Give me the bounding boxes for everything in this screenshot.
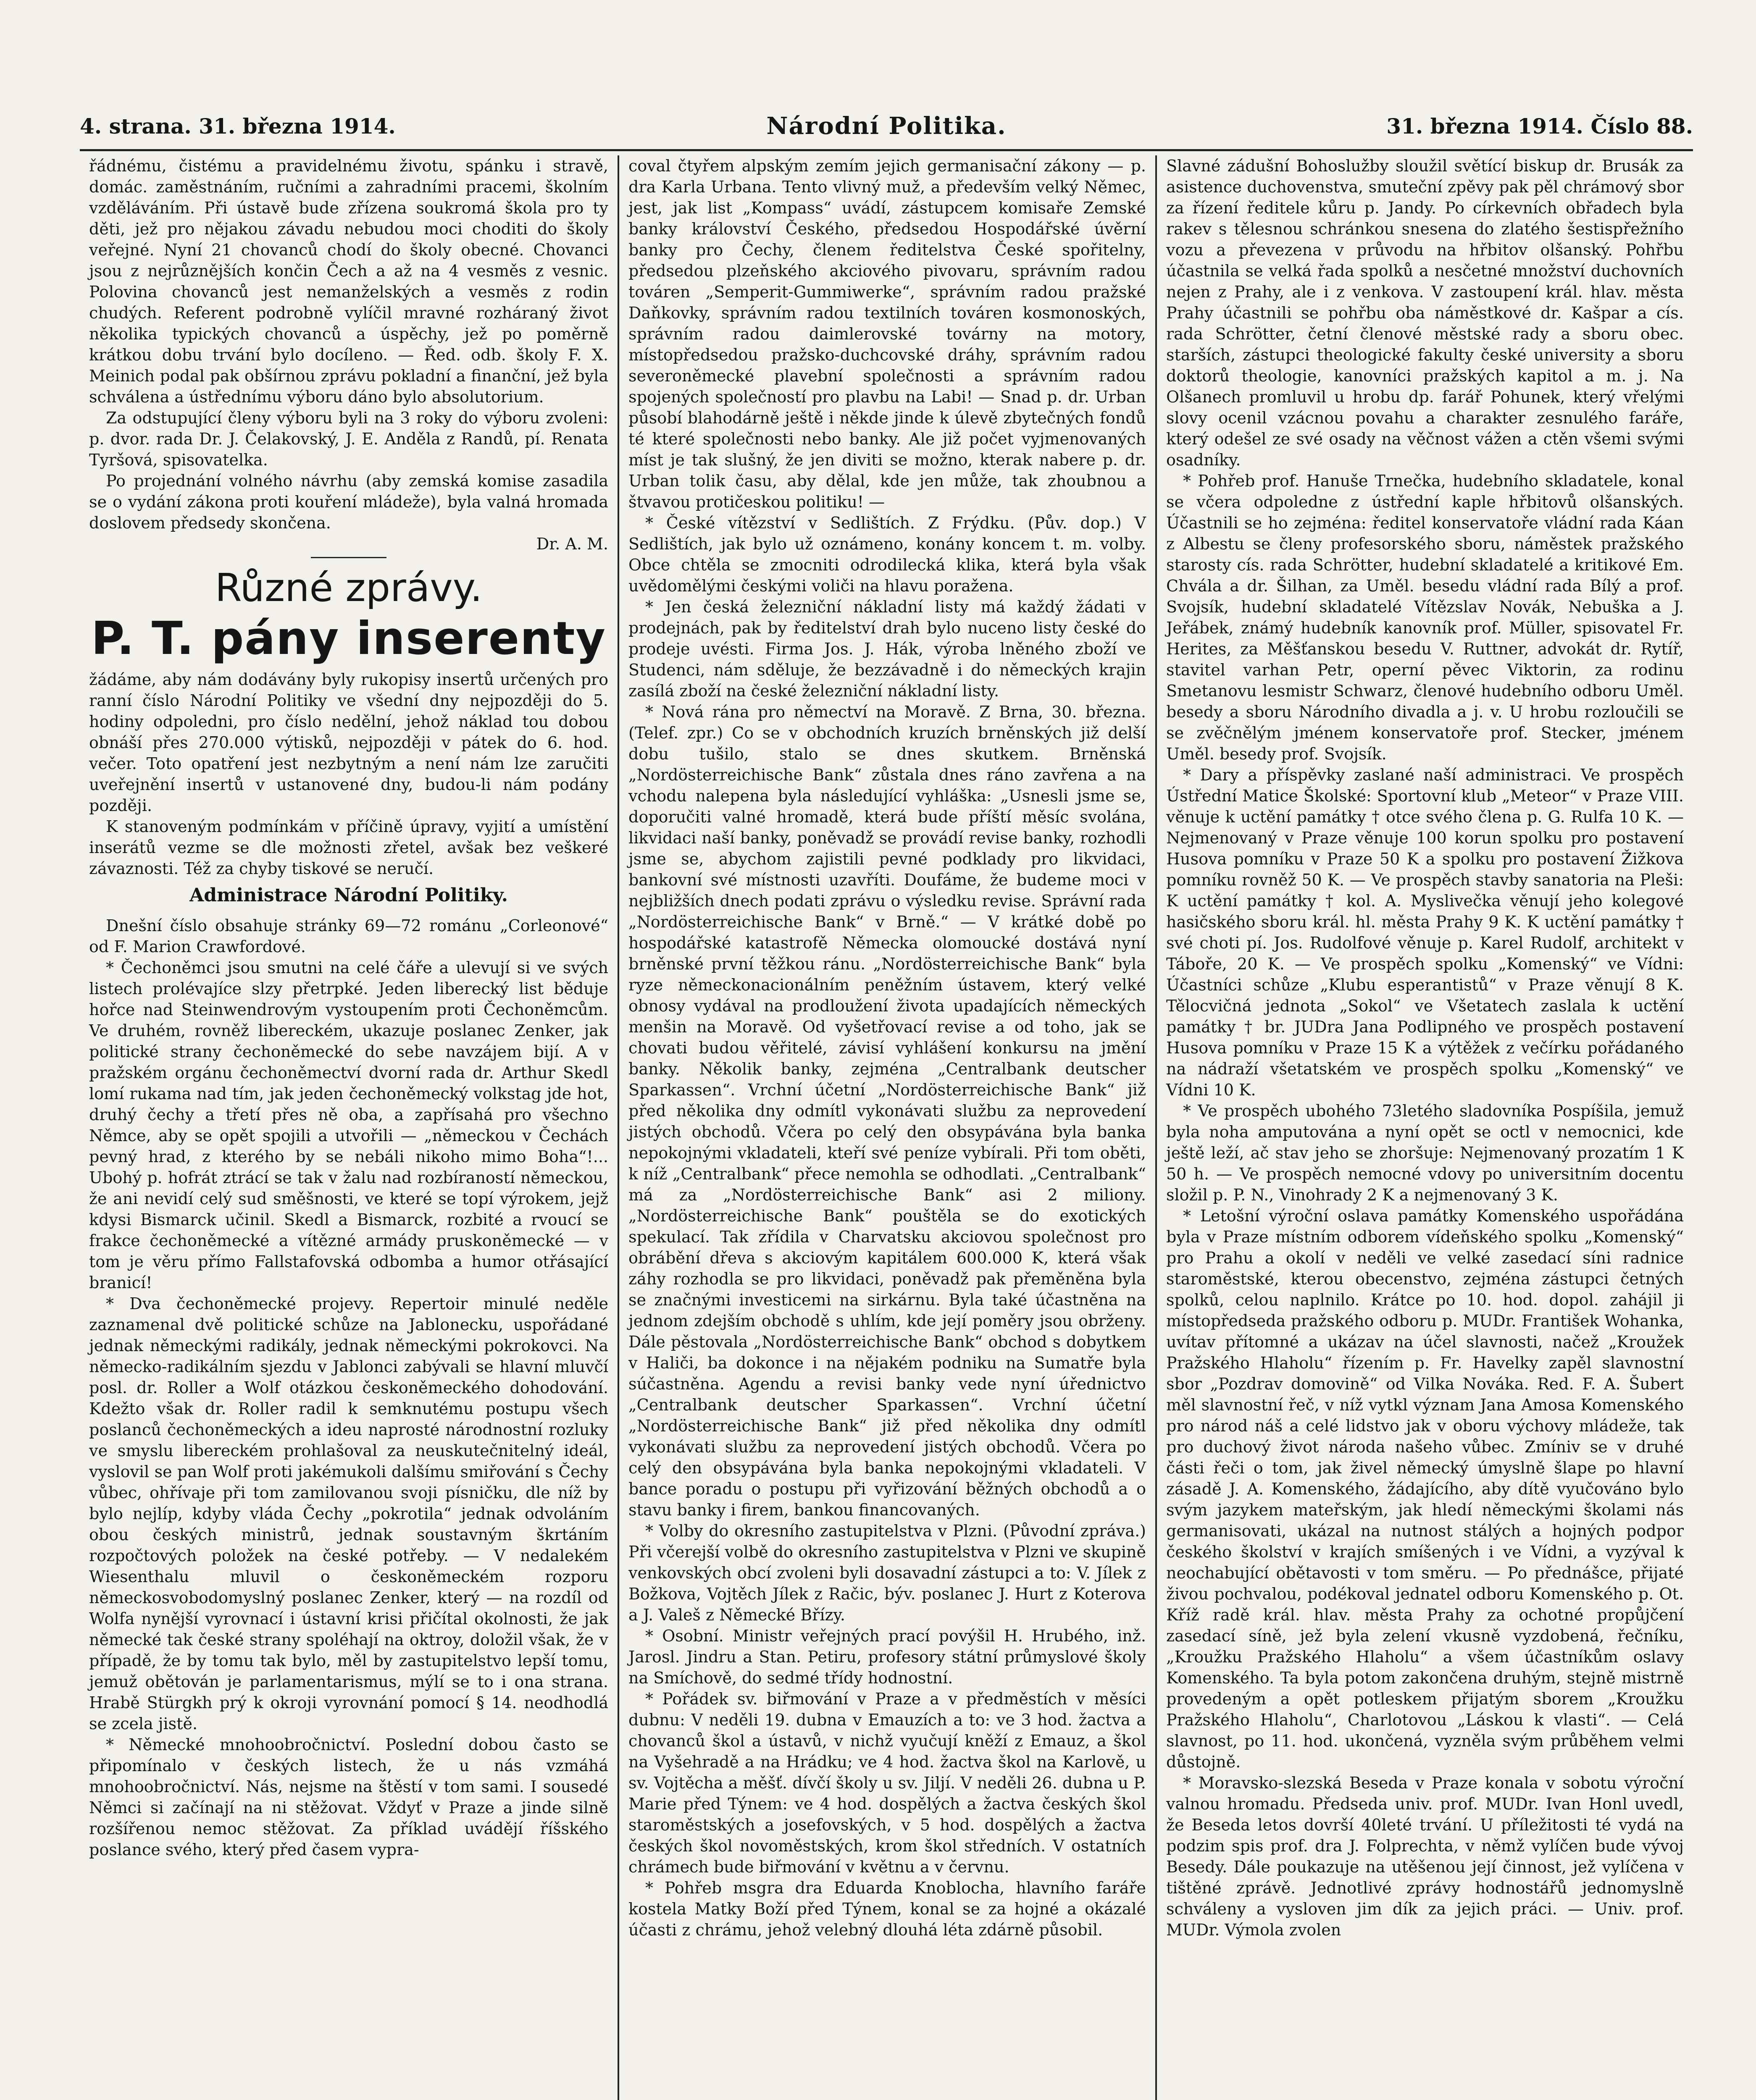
article-columns [80, 155, 1693, 2100]
news-item: * Osobní. Ministr veřejných prací povýšil H. Hrubého, inž. Jarosl. Jindru a Stan. Petiru, profesory státní průmyslové školy na Smíchově, do sedmé třídy hodnostní. [628, 1627, 1146, 1687]
section-heading: Různé zprávy. [215, 565, 483, 610]
news-item: * Dva čechoněmecké projevy. Repertoir minulé neděle zaznamenal dvě politické schůze na Jablonecku, uspořádané jednak německými radikály, jednak německými pokrokovci. Na německo-radikálním sjezdu v Jablonci zabývali se hlavní mluvčí posl. dr. Roller a Wolf otázkou českoněmeckého dohodování. Kdežto však dr. Roller radil k semknutému postupu všech poslanců čechoněmeckých a ideu naprosté národnostní rozluky ve smyslu libereckém prohlašoval za neuskutečnitelný ideál, vyslovil se pan Wolf proti jakémukoli dalšímu smiřování s Čechy vůbec, ohřívaje při tom zamilovanou svoji písničku, dle níž by bylo nejlíp, kdyby vláda Čechy „pokrotila“ jednak odvoláním obou českých ministrů, jednak soustavným škrtáním rozpočtových položek na české potřeby. — V nedalekém Wiesenthalu mluvil o českoněmeckém rozporu německosvobodomyslný poslanec Zenker, který — na rozdíl od Wolfa nynější vyrovnací i ústavní krisi přičítal okolnosti, že jak německé tak české strany spoléhají na oktroy, doložil však, že v případě, že by tomu tak bylo, měl by zastupitelstvo lepší tomu, jemuž obětován je parlamentarismus, mýlí se to i ona strana. Hrabě Stürgkh prý k okroji vyrovnání pomocí § 14. neodhodlá se zcela jistě. [89, 1294, 608, 1733]
article-paragraph: Po projednání volného návrhu (aby zemská komise zasadila se o vydání zákona proti kouření mládeže), byla valná hromada doslovem předsedy skončena. [89, 472, 608, 532]
news-item: * Nová rána pro němectví na Moravě. Z Brna, 30. března. (Telef. zpr.) Co se v obchodních kruzích brněnských již delší dobu tušilo, stalo se dnes skutkem. Brněnská „Nordösterreichische Bank“ zůstala dnes ráno zavřena a na vchodu nalepena byla následující vyhláška: „Usnesli jsme se, doporučiti valné hromadě, která bude příští měsíc svolána, likvidaci naší banky, poněvadž se provádí revise banky, rozhodli jsme se, abychom zajistili pevné podklady pro likvidaci, bankovní své místnosti uzavříti. Doufáme, že budeme moci v nejbližších dnech podati zprávu o výsledku revise. Správní rada „Nordösterreichische Bank“ v Brně.“ — V krátké době po hospodářské katastrofě Německa olomoucké dostává nyní brněnské první těžkou ránu. „Nordösterreichische Bank“ byla ryze německonacionálním peněžním ústavem, který velké obnosy vydával na prodloužení života upadajících německých menšin na Moravě. Od vyšetřovací revise a od toho, jak se chovati budou věřitelé, závisí vyhlášení konkursu na jmění banky. Několik banky, zejména „Centralbank deutscher Sparkassen“. Vrchní účetní „Nordösterreichische Bank“ již před několika dny odmítl vykonávati službu za neprovedení jistých obchodů. Včera po celý den obsypávána byla banka nepokojnými vkladateli, kteří své peníze vybírali. Při tom oběti, k níž „Centralbank“ přece nemohla se odhodlati. „Centralbank“ má za „Nordösterreichische Bank“ asi 2 miliony. „Nordösterreichische Bank“ pouštěla se do exotických spekulací. Tak zřídila v Charvatsku akciovou společnost pro obrábění dřeva s akciovým kapitálem 600.000 K, která však záhy rozhodla se pro likvidaci, poněvadž pak přeměněna byla se značnými investicemi na sirkárnu. Byla také účastněna na jednom zdejším obchodě s uhlím, kde její poměry jsou obrženy. Dále pěstovala „Nordösterreichische Bank“ obchod s dobytkem v Haliči, ba dokonce i na nějakém podniku na Sumatře byla súčastněna. Agendu a revisi banky vede nyní úřednictvo „Centralbank deutscher Sparkassen“. Vrchní účetní „Nordösterreichische Bank“ již před několika dny odmítl vykonávati službu za neprovedení jistých obchodů. Včera po celý den obsypávána byla banka nepokojnými vkladateli. V bance poradu o postupu při vyřizování běžných obchodů a o stavu banky i firem, bankou financovaných. [628, 703, 1146, 1519]
advertisers-notice-conditions: K stanoveným podmínkám v příčině úpravy, vyjití a umístění inserátů vezme se dle možnosti zřetel, avšak bez veškeré závaznosti. Též za chyby tiskové se neručí. [89, 817, 608, 878]
header-date-issue: 31. března 1914. Číslo 88. [1386, 113, 1693, 139]
news-item: * Pohřeb prof. Hanuše Trnečka, hudebního skladatele, konal se včera odpoledne z ústřední kaple hřbitovů olšanských. Účastnili se ho zejména: ředitel konservatoře vládní rada Káan z Albestu se členy profesorského sboru, náměstek pražského starosty cís. rada Schrötter, hudební skladatelé a kritikové Em. Chvála a dr. Šilhan, za Uměl. besedu vládní rada Bílý a prof. Svojsík, hudební skladatelé Vítězslav Novák, Nebuška a J. Jeřábek, známý hudebník kanovník prof. Müller, spisovatel Fr. Herites, za Měšťanskou besedu V. Ruttner, advokát dr. Rytíř, stavitel varhan Petr, operní pěvec Viktorin, za rodinu Smetanovu lesmistr Schwarz, členové hudebního odboru Uměl. besedy a sboru Národního divadla a j. v. U hrobu rozloučili se se zvěčnělým jménem konservatoře prof. Stecker, jménem Uměl. besedy prof. Svojsík. [1166, 472, 1684, 763]
news-item: * Německé mnohoobročnictví. Poslední dobou často se připomínalo v českých listech, že u nás vzmáhá mnohoobročnictví. Nás, nejsme na štěstí v tom sami. I sousedé Němci si začínají na ni stěžovat. Vždyť v Praze a jinde silně rozšířenou nemoc stěžovat. Za příklad uvádějí říšského poslance svého, který před časem vypra- [89, 1735, 608, 1859]
news-item: * Pohřeb msgra dra Eduarda Knoblocha, hlavního faráře kostela Matky Boží před Týnem, konal se za hojné a okázalé účasti z chrámu, jehož velebný dlouhá léta zdárně působil. [628, 1879, 1146, 1939]
news-item: Slavné zádušní Bohoslužby sloužil světící biskup dr. Brusák za asistence duchovenstva, smuteční zpěvy pak pěl chrámový sbor za řízení ředitele kůru p. Jandy. Po církevních obřadech byla rakev s tělesnou schránkou snesena do zlatého šestispřežního vozu a převezena v průvodu na hřbitov olšanský. Pohřbu účastnila se velká řada spolků a nesčetné množství duchovních nejen z Prahy, ale i z venkova. V zastoupení král. hlav. města Prahy účastnili se pohřbu oba náměstkové dr. Kašpar a cís. rada Schrötter, četní členové městské rady a sboru obec. starších, zástupci theologické fakulty české university a sboru doktorů theologie, kanovníci pražských kapitol a m. j. Na Olšanech promluvil u hrobu dp. farář Pohunek, který vřelými slovy ocenil vzácnou povahu a charakter zesnulého faráře, který odešel ze své osady na věčnost vážen a ctěn všemi svými osadníky. [1166, 157, 1684, 469]
column-2 [618, 155, 1155, 2100]
divider [311, 557, 386, 558]
masthead-title: Národní Politika. [766, 112, 1007, 140]
news-item: * České vítězství v Sedlištích. Z Frýdku. (Pův. dop.) V Sedlištích, jak bylo už oznámeno, konány koncem t. m. volby. Obce chtěla se zmocniti odrodilecká klika, která byla však uvědomělými českými voliči na hlavu poražena. [628, 514, 1146, 595]
news-item: * Dary a příspěvky zaslané naší administraci. Ve prospěch Ústřední Matice Školské: Sportovní klub „Meteor“ v Praze VIII. věnuje k uctění památky † otce svého člena p. G. Rulfa 10 K. — Nejmenovaný v Praze věnuje 100 korun spolku pro postavení Husova pomníku v Praze 50 K a spolku pro postavení Žižkova pomníku rovněž 50 K. — Ve prospěch stavby sanatoria na Pleši: K uctění památky † kol. A. Myslivečka věnují jeho kolegové hasičského sboru král. hl. města Prahy 9 K. K uctění památky † své choti pí. Jos. Rudolfové věnuje p. Karel Rudolf, architekt v Táboře, 20 K. — Ve prospěch spolku „Komenský“ ve Vídni: Účastníci schůze „Klubu esperantistů“ v Praze věnují 8 K. Tělocvičná jednota „Sokol“ ve Všetatech zaslala k uctění památky † br. JUDra Jana Podlipného ve prospěch postavení Husova pomníku v Praze 15 K a výtěžek z večírku pořádaného na nádraží všetatském ve prospěch spolku „Komenský“ ve Vídni 10 K. [1166, 766, 1684, 1099]
advertisers-heading: P. T. pány inserenty [91, 612, 606, 665]
advertisers-notice: žádáme, aby nám dodávány byly rukopisy insertů určených pro ranní číslo Národní Politiky ve všední dny nejpozději do 5. hodiny odpoledni, pro číslo nedělní, jehož náklad tou dobou obnáší přes 270.000 výtisků, nejpozději v pátek do 6. hod. večer. Toto opatření jest nezbytným a není nám lze zaručiti uveřejnění insertů v ustanovené dny, budou-li nám podány později. [89, 670, 608, 815]
news-item: coval čtyřem alpským zemím jejich germanisační zákony — p. dra Karla Urbana. Tento vlivný muž, a především velký Němec, jest, jak list „Kompass“ uvádí, zástupcem komisaře Zemské banky království Českého, předsedou Hospodářské úvěrní banky pro Čechy, členem ředitelstva České spořitelny, předsedou plzeňského akciového pivovaru, správním radou továren „Semperit-Gummiwerke“, správním radou pražské Daňkovky, správním radou textilních továren kosmonoských, správním radou daimlerovské továrny na motory, místopředsedou pražsko-duchcovské dráhy, správním radou severoněmecké plavební společnosti a správním radou spojených společností pro plavbu na Labi! — Snad p. dr. Urban působí blahodárně ještě i někde jinde k úlevě zbytečných fondů té které společnosti nebo banky. Ale již počet vyjmenovaných míst je tak slušný, že jen diviti se možno, kterak nabere p. dr. Urban tolik času, aby dělal, kde jen může, tak zhoubnou a štvavou protičeskou politiku! — [628, 157, 1146, 511]
news-item: * Pořádek sv. biřmování v Praze a v předměstích v měsíci dubnu: V neděli 19. dubna v Emauzích a to: ve 3 hod. žactva a chovanců škol a ústavů, v nichž vyučují kněží z Emauz, a škol na Vyšehradě a na Hrádku; ve 4 hod. žactva škol na Karlově, u sv. Vojtěcha a měšť. dívčí školy u sv. Jiljí. V neděli 26. dubna u P. Marie před Týnem: ve 4 hod. dospělých a žactva českých škol staroměstských a josefovských, v 5 hod. dospělých a žactva českých škol novoměstských, krom škol středních. V ostatních chrámech bude biřmování v květnu a v červnu. [628, 1690, 1146, 1876]
article-paragraph: řádnému, čistému a pravidelnému životu, spánku i stravě, domác. zaměstnáním, ručními a zahradními pracemi, školním vzděláváním. Při ústavě bude zřízena soukromá škola pro ty děti, jež pro nějakou závadu nebudou moci choditi do školy veřejné. Nyní 21 chovanců chodí do školy obecné. Chovanci jsou z nejrůznějších končin Čech a až na 4 vesměs z vesnic. Polovina chovanců jest nemanželských a vesměs z rodin chudých. Referent podrobně vylíčil mravné rozháraný život několika typických chovanců a úspěchy, jež po poměrně krátkou dobu trvání bylo docíleno. — Řed. odb. školy F. X. Meinich podal pak obšírnou zprávu pokladní a finanční, jež byla schválena a ústřednímu výboru dáno bylo absolutorium. [89, 157, 608, 406]
article-paragraph: Za odstupující členy výboru byli na 3 roky do výboru zvoleni: p. dvor. rada Dr. J. Čelakovský, J. E. Anděla z Randů, pí. Renata Tyršová, spisovatelka. [89, 409, 608, 469]
column-3 [1155, 155, 1693, 2100]
column-1 [80, 155, 618, 2100]
novel-notice: Dnešní číslo obsahuje stránky 69—72 románu „Corleonové“ od F. Marion Crawfordové. [89, 916, 608, 956]
header-page-number-date: 4. strana. 31. března 1914. [80, 113, 396, 139]
news-item: * Letošní výroční oslava památky Komenského uspořádána byla v Praze místním odborem vídeňského spolku „Komenský“ pro Prahu a okolí v neděli ve velké zasedací síni radnice staroměstské, kterou obecenstvo, zejména zástupci četných spolků, celou naplnilo. Krátce po 10. hod. dopol. zahájil ji místopředseda pražského odboru p. MUDr. František Wohanka, uvítav přítomné a ukázav na účel slavnosti, načež „Kroužek Pražského Hlaholu“ řízením p. Fr. Havelky zapěl slavnostní sbor „Pozdrav domovině“ od Vilka Nováka. Red. F. A. Šubert měl slavnostní řeč, v níž vytkl význam Jana Amosa Komenského pro národ náš a celé lidstvo jak v oboru výchovy mládeže, tak pro duchový život národa našeho vůbec. Zmíniv se v druhé části řeči o tom, jak živel německý úmyslně šlape po hlavní zásadě J. A. Komenského, žádajícího, aby dítě vyučováno bylo svým jazykem mateřským, jak hledí německými školami nás germanisovati, ukázal na nutnost stálých a hojných podpor českého školství v krajích smíšených i ve Vídni, a vyzýval k neochabující obětavosti v tom směru. — Po přednášce, přijaté živou pochvalou, podékoval jednatel odboru Komenského p. Ot. Kříž radě král. hlav. města Prahy za ochotné propůjčení zasedací síně, jež byla zelení vkusně vyzdobená, řečníku, „Kroužku Pražského Hlaholu“ a všem účastníkům oslavy Komenského. Ta byla potom zakončena druhým, stejně mistrně provedeným a opět potleskem přijatým sborem „Kroužku Pražského Hlaholu“, Charlotovou „Láskou k vlasti“. — Celá slavnost, po 11. hod. ukončená, vyzněla svým průběhem velmi důstojně. [1166, 1207, 1684, 1771]
news-item: * Ve prospěch ubohého 73letého sladovníka Pospíšila, jemuž byla noha amputována a nyní opět se octl v nemocnici, kde ještě leží, ač stav jeho se zhoršuje: Nejmenovaný prozatím 1 K 50 h. — Ve prospěch nemocné vdovy po universitním docentu složil p. P. N., Vinohrady 2 K a nejmenovaný 3 K. [1166, 1102, 1684, 1204]
page-header [80, 103, 1693, 151]
news-item: * Jen česká železniční nákladní listy má každý žádati v prodejnách, pak by ředitelství drah bylo nuceno listy české do prodeje uvésti. Firma Jos. J. Hák, výroba lněného zboží ve Studenci, nám sděluje, že bezzávadně i do německých krajin zasílá zboží na české železniční nákladní listy. [628, 598, 1146, 700]
administration-signature: Administrace Národní Politiky. [189, 885, 508, 906]
article-signature: Dr. A. M. [536, 535, 608, 553]
news-item: * Moravsko-slezská Beseda v Praze konala v sobotu výroční valnou hromadu. Předseda univ. prof. MUDr. Ivan Honl uvedl, že Beseda letos dovrší 40leté trvání. U příležitosti té vydá na podzim spis prof. dra J. Folprechta, v němž vylíčen bude vývoj Besedy. Dále poukazuje na utěšenou její činnost, jež vylíčena v tištěné zprávě. Jednotlivé zprávy hodnostářů jednomyslně schváleny a vysloven jim dík za jejich práci. — Univ. prof. MUDr. Výmola zvolen [1166, 1774, 1684, 1939]
news-item: * Volby do okresního zastupitelstva v Plzni. (Původní zpráva.) Při včerejší volbě do okresního zastupitelstva v Plzni ve skupině venkovských obcí zvoleni byli dosavadní zástupci a to: V. Jílek z Božkova, Vojtěch Jílek z Račic, býv. poslanec J. Hurt z Koterova a J. Valeš z Německé Břízy. [628, 1522, 1146, 1624]
news-item: * Čechoněmci jsou smutni na celé čáře a ulevují si ve svých listech prolévajíce slzy přetrpké. Jeden liberecký list běduje hořce nad Steinwendrovým vystoupením proti Čechoněmcům. Ve druhém, rovněž libereckém, ukazuje poslanec Zenker, jak politické strany čechoněmecké do sebe navzájem bijí. A v pražském orgánu čechoněmectví dvorní rada dr. Arthur Skedl lomí rukama nad tím, jak jeden čechoněmecký volkstag jde hot, druhý čechy a třetí přes ně oba, a zapřísahá pro všechno Němce, aby se opět spojili a utvořili — „německou v Čechách pevný hrad, z kterého by se nebáli nikoho mimo Boha“!... Ubohý p. hofrát ztrácí se tak v žalu nad rozbíraností německou, že ani nevidí celý sud směšnosti, ve které se topí výrokem, jejž kdysi Bismarck učinil. Skedl a Bismarck, rozbité a rvoucí se frakce čechoněmecké a vítězné armády pruskoněmecké — v tom je věru přímo Fallstafovská odbomba a humor otřásající branicí! [89, 958, 608, 1292]
